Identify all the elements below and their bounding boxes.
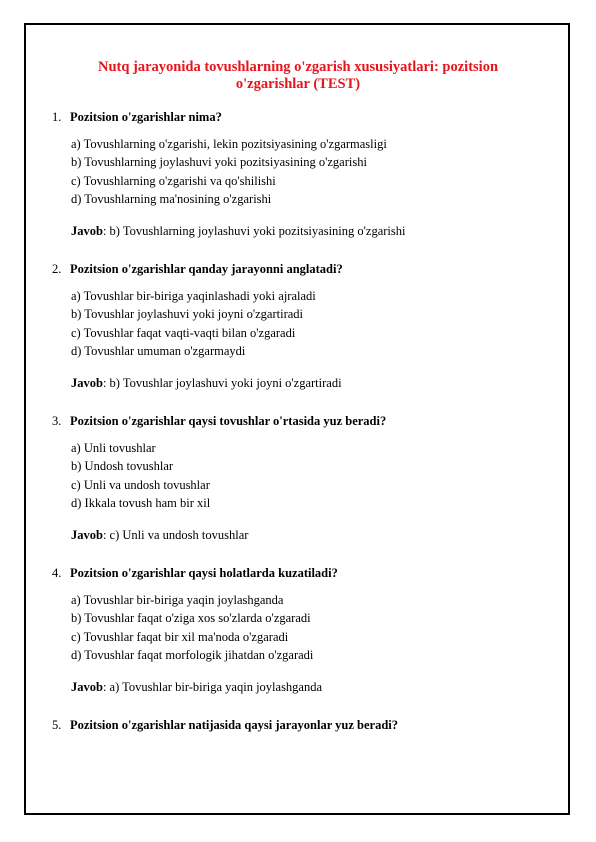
question-2 [52,260,552,392]
option-b: b) Undosh tovushlar [71,459,174,474]
question-number: 3. [52,414,62,428]
answer-line [52,222,552,240]
question-header [52,260,552,278]
question-header [52,412,552,430]
question-number: 1. [52,110,62,124]
options-list [52,287,552,360]
option-c: c) Tovushlarning o'zgarishi va qo'shilishi [71,173,276,188]
question-header [52,564,552,582]
option-d: d) Ikkala tovush ham bir xil [71,495,211,510]
answer-text: : a) Tovushlar bir-biriga yaqin joylashganda [102,680,323,695]
answer-label: Javob [71,528,103,543]
answer-line [52,374,552,392]
answer-label: Javob [71,680,103,695]
question-text: Pozitsion o'zgarishlar qaysi holatlarda kuzatiladi? [70,566,338,580]
answer-label: Javob [71,224,103,239]
option-b: b) Tovushlarning joylashuvi yoki pozitsiyasining o'zgarishi [71,155,367,170]
answer-label: Javob [71,376,103,391]
options-list [52,439,552,512]
answer-line [52,678,552,696]
question-3 [52,412,552,544]
answer-text: : c) Unli va undosh tovushlar [102,528,249,543]
question-number: 5. [52,718,62,732]
option-d: d) Tovushlarning ma'nosining o'zgarishi [71,191,272,206]
option-a: a) Tovushlarning o'zgarishi, lekin pozitsiyasining o'zgarmasligi [71,137,387,151]
option-a: a) Tovushlar bir-biriga yaqin joylashganda [71,593,284,607]
question-text: Pozitsion o'zgarishlar nima? [70,110,222,124]
question-1 [52,108,552,240]
option-c: c) Tovushlar faqat vaqti-vaqti bilan o'zgaradi [71,325,296,340]
question-header [52,108,552,126]
option-b: b) Tovushlar joylashuvi yoki joyni o'zgartiradi [71,307,304,322]
question-text: Pozitsion o'zgarishlar qaysi tovushlar o'rtasida yuz beradi? [70,414,387,428]
option-d: d) Tovushlar faqat morfologik jihatdan o'zgaradi [71,647,314,662]
document-title: Nutq jarayonida tovushlarning o'zgarish xususiyatlari: pozitsion o'zgarishlar (TEST) [97,59,499,92]
option-b: b) Tovushlar faqat o'ziga xos so'zlarda o'zgaradi [71,611,311,626]
answer-text: : b) Tovushlarning joylashuvi yoki pozitsiyasining o'zgarishi [102,224,406,239]
option-c: c) Tovushlar faqat bir xil ma'noda o'zgaradi [71,629,289,644]
question-number: 4. [52,566,62,580]
option-a: a) Unli tovushlar [71,441,156,455]
options-list [52,135,552,208]
question-text: Pozitsion o'zgarishlar qanday jarayonni anglatadi? [70,262,343,276]
question-text: Pozitsion o'zgarishlar natijasida qaysi jarayonlar yuz beradi? [70,718,399,732]
question-4 [52,564,552,696]
answer-text: : b) Tovushlar joylashuvi yoki joyni o'zgartiradi [102,376,342,391]
question-number: 2. [52,262,62,276]
question-header [52,716,552,734]
options-list [52,591,552,664]
option-a: a) Tovushlar bir-biriga yaqinlashadi yoki ajraladi [71,289,316,303]
question-5 [52,716,552,734]
option-c: c) Unli va undosh tovushlar [71,477,210,492]
option-d: d) Tovushlar umuman o'zgarmaydi [71,343,246,358]
answer-line [52,526,552,544]
